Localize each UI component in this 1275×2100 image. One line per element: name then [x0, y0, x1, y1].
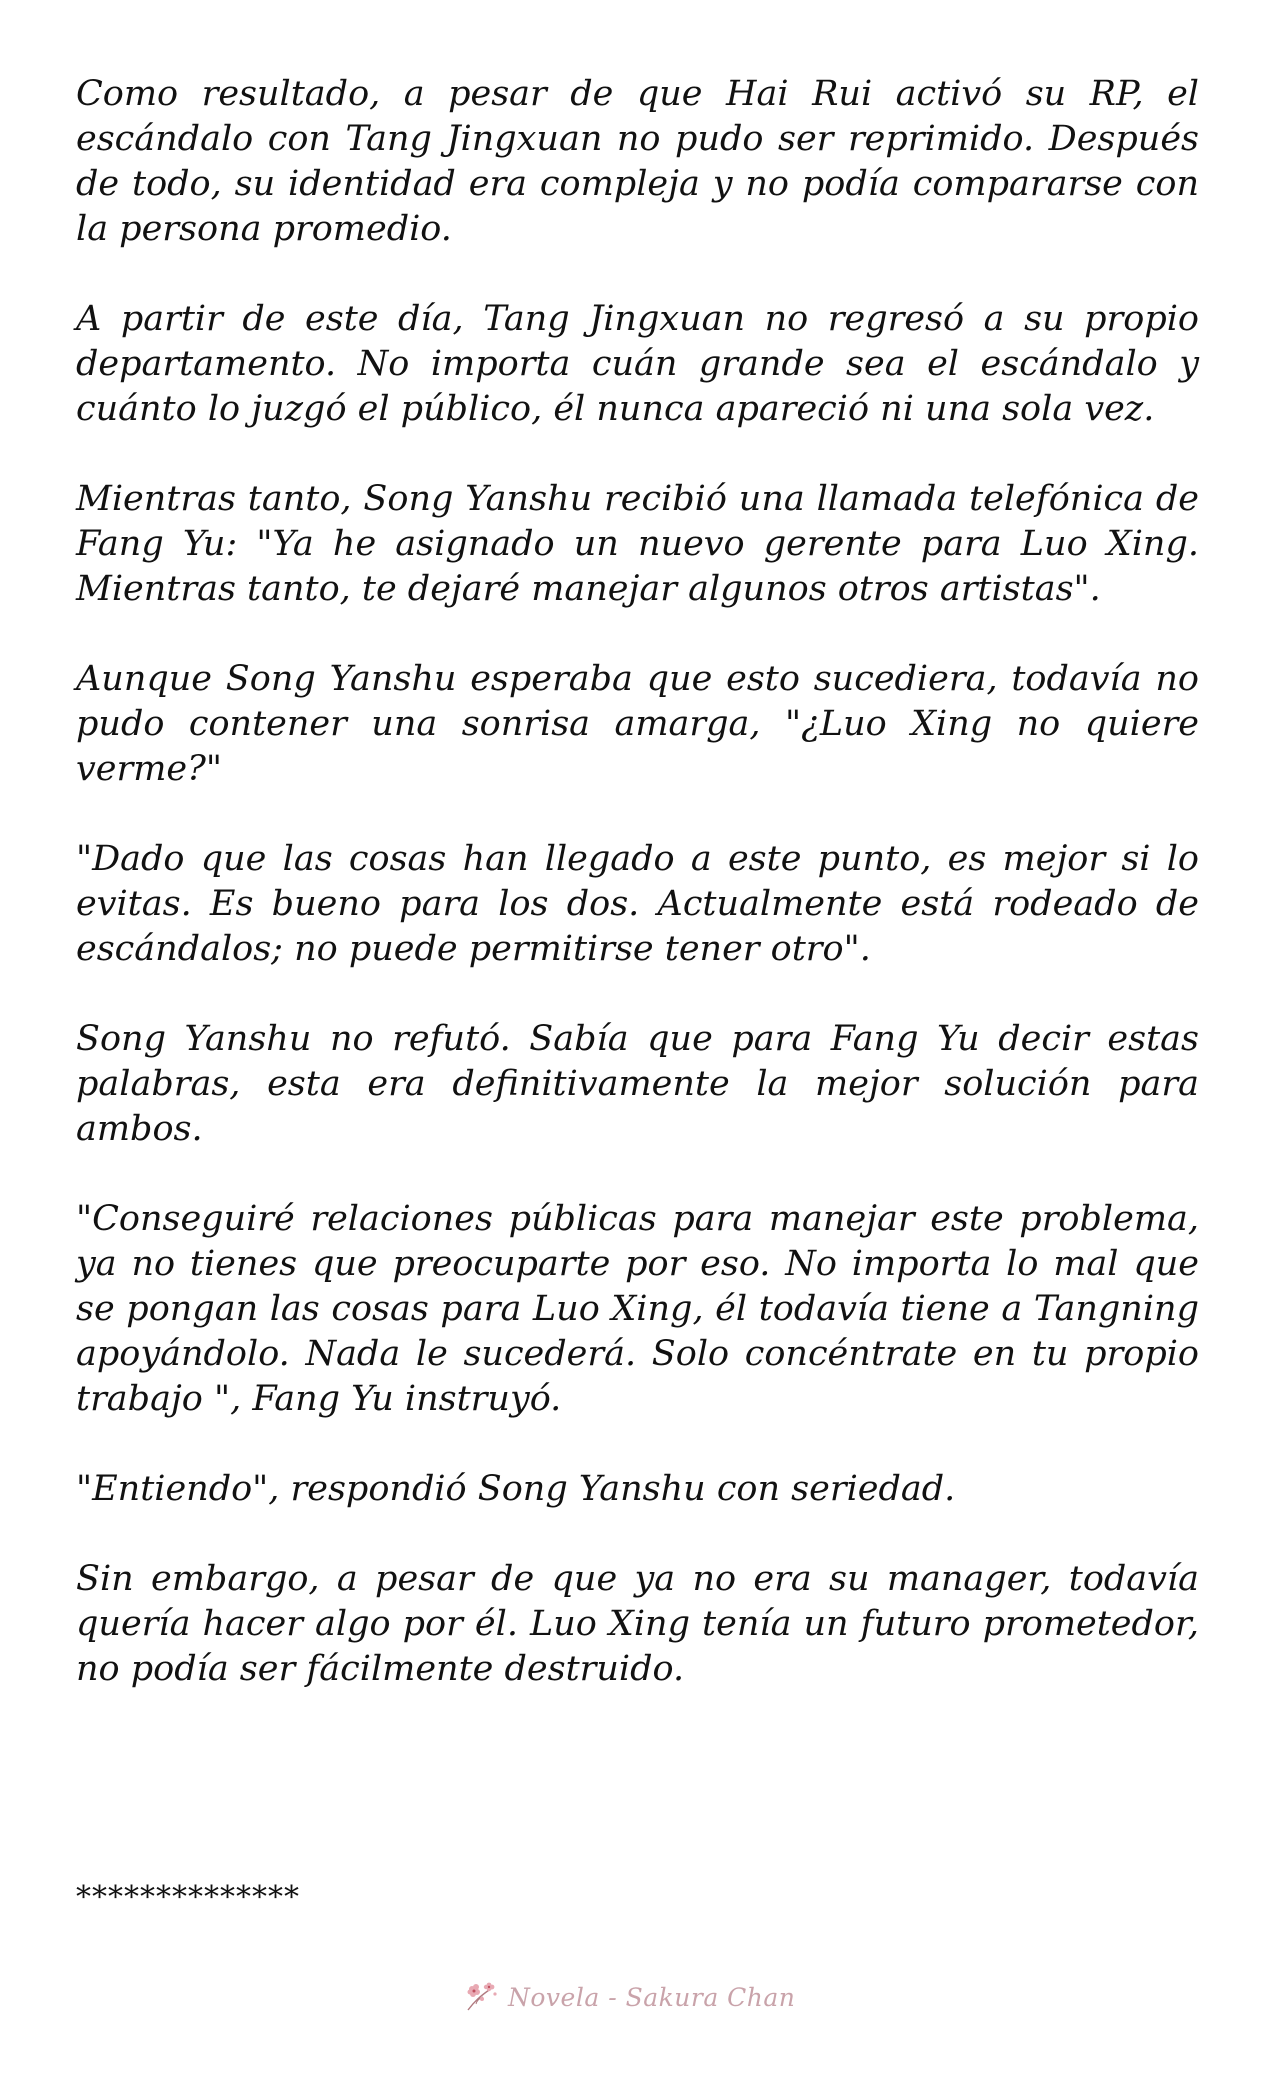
watermark-text: Novela - Sakura Chan [508, 1982, 796, 2012]
paragraph-2: A partir de este día, Tang Jingxuan no regresó a su propio departamento. No importa cuán grande sea el escándalo y cuánto lo juzgó el público, él nunca apareció ni una sola vez. [76, 299, 1199, 429]
watermark [462, 1980, 795, 2014]
paragraph-6: Song Yanshu no refutó. Sabía que para Fang Yu decir estas palabras, esta era definitivamente la mejor solución para ambos. [76, 1019, 1199, 1149]
paragraph-9: Sin embargo, a pesar de que ya no era su manager, todavía quería hacer algo por él. Luo Xing tenía un futuro prometedor, no podía ser fácilmente destruido. [76, 1559, 1199, 1689]
sakura-flower-icon [462, 1980, 500, 2014]
paragraph-4: Aunque Song Yanshu esperaba que esto sucediera, todavía no pudo contener una sonrisa amarga, "¿Luo Xing no quiere verme?" [76, 659, 1199, 789]
paragraph-8: "Entiendo", respondió Song Yanshu con seriedad. [76, 1469, 956, 1509]
section-separator: ************** [76, 1880, 300, 1915]
paragraph-7: "Conseguiré relaciones públicas para manejar este problema, ya no tienes que preocuparte por eso. No importa lo mal que se pongan las cosas para Luo Xing, él todavía tiene a Tangning apoyándolo. Nada le sucederá. Solo concéntrate en tu propio trabajo ", Fang Yu instruyó. [76, 1199, 1199, 1419]
paragraph-3: Mientras tanto, Song Yanshu recibió una llamada telefónica de Fang Yu: "Ya he asignado un nuevo gerente para Luo Xing. Mientras tanto, te dejaré manejar algunos otros artistas". [76, 479, 1199, 609]
paragraph-1: Como resultado, a pesar de que Hai Rui activó su RP, el escándalo con Tang Jingxuan no pudo ser reprimido. Después de todo, su identidad era compleja y no podía compararse con la persona promedio. [76, 74, 1199, 249]
paragraph-5: "Dado que las cosas han llegado a este punto, es mejor si lo evitas. Es bueno para los dos. Actualmente está rodeado de escándalos; no puede permitirse tener otro". [76, 839, 1199, 969]
